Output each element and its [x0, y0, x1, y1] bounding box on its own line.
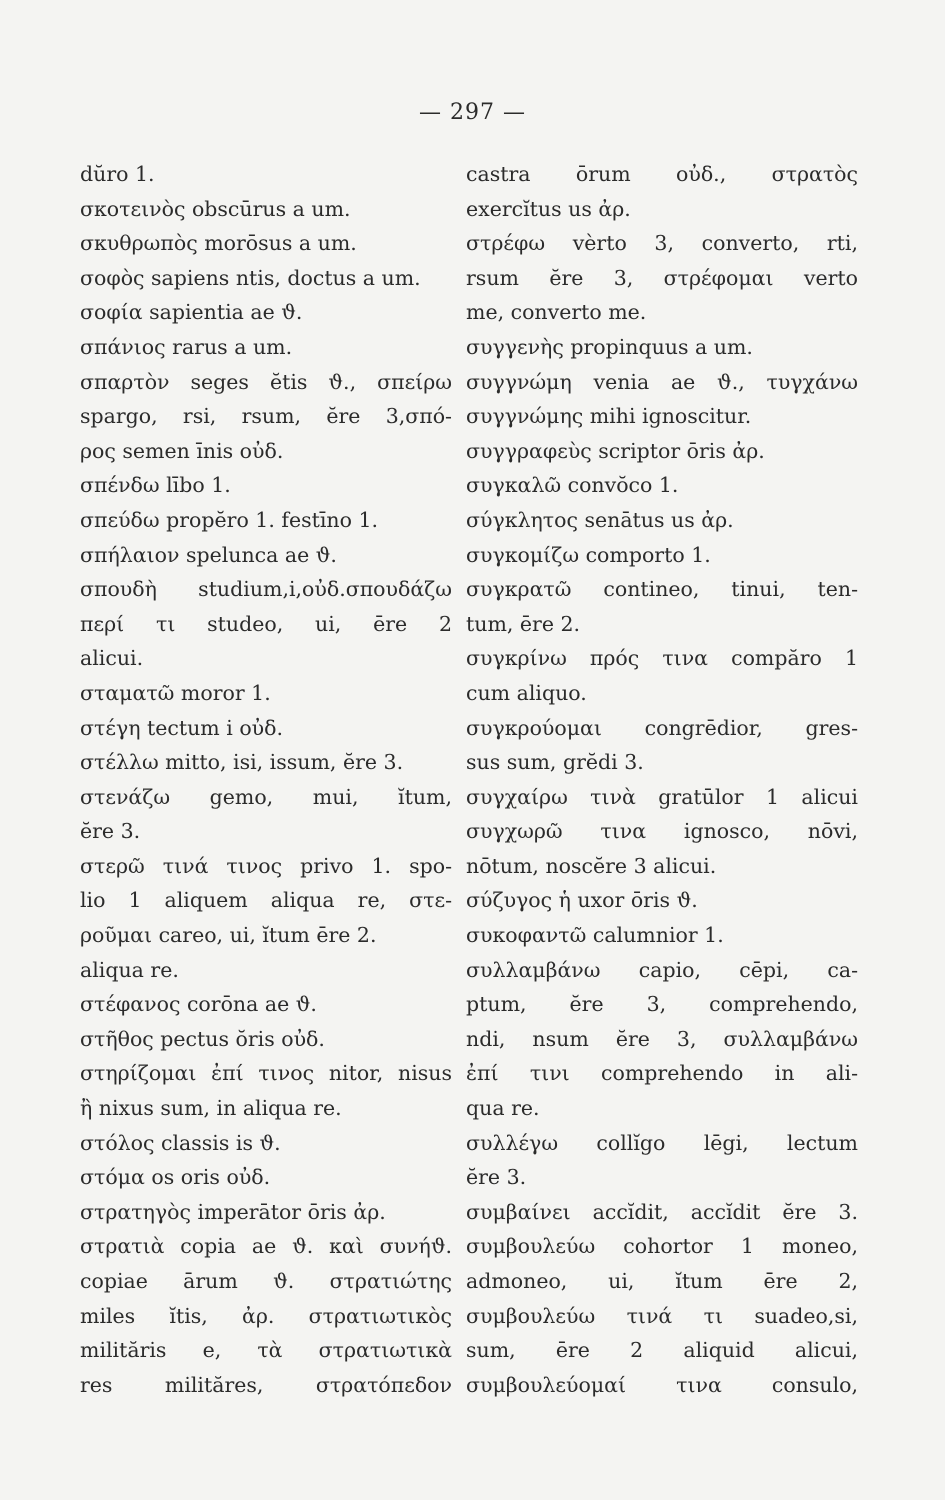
- left-column-line: σταματῶ moror 1.: [80, 680, 271, 705]
- left-column-line: milităris e, τὰ στρατιωτικὰ: [80, 1338, 452, 1363]
- right-column-line: συγκαλῶ convŏco 1.: [466, 473, 679, 498]
- left-column-line: σπήλαιον spelunca ae ϑ.: [80, 542, 337, 567]
- left-column-line: spargo, rsi, rsum, ĕre 3,σπό-: [80, 404, 452, 429]
- right-column-line: συκοφαντῶ calumnior 1.: [466, 923, 724, 948]
- left-column-line: aliqua re.: [80, 957, 179, 982]
- right-column-line: συμβουλεύομαί τινα consulo,: [466, 1372, 858, 1397]
- right-column-line: συμβαίνει accĭdit, accĭdit ĕre 3.: [466, 1199, 858, 1224]
- right-column-line: σύγκλητος senātus us ἀρ.: [466, 507, 734, 532]
- right-column-line: admoneo, ui, ĭtum ēre 2,: [466, 1269, 858, 1293]
- right-column-line: συγχαίρω τινὰ gratūlor 1 alicui: [466, 784, 858, 809]
- left-column-line: σοφία sapientia ae ϑ.: [80, 300, 303, 325]
- right-column-line: ĕre 3.: [466, 1165, 527, 1190]
- right-column-line: συλλαμβάνω capio, cēpi, ca-: [466, 957, 858, 982]
- right-column-line: tum, ēre 2.: [466, 611, 581, 636]
- left-column-line: στόμα os oris οὐδ.: [80, 1165, 271, 1190]
- right-column-line: συμβουλεύω τινά τι suadeo,si,: [466, 1303, 858, 1328]
- left-column-line: σπεύδω propĕro 1. festīno 1.: [80, 507, 379, 532]
- right-column-line: nōtum, noscĕre 3 alicui.: [466, 853, 717, 878]
- right-column: [466, 157, 858, 1402]
- right-column-line: συγγραφεὺς scriptor ōris ἀρ.: [466, 438, 765, 463]
- left-column-line: στερῶ τινά τινος privo 1. spo-: [80, 853, 452, 878]
- left-column-line: alicui.: [80, 646, 144, 671]
- right-column-line: ἐπί τινι comprehendo in ali-: [466, 1061, 858, 1086]
- right-column-line: cum aliquo.: [466, 680, 587, 705]
- left-column-line: στέγη tectum i οὐδ.: [80, 715, 283, 740]
- right-column-line: συγκομίζω comporto 1.: [466, 542, 711, 567]
- left-column-line: σκοτεινὸς obscūrus a um.: [80, 196, 351, 221]
- right-column-line: συμβουλεύω cohortor 1 moneo,: [466, 1234, 858, 1259]
- left-column-line: στηρίζομαι ἐπί τινος nitor, nisus: [80, 1061, 452, 1086]
- right-column-line: συγκρατῶ contineo, tinui, ten-: [466, 577, 858, 602]
- left-column-line: ρος semen īnis οὐδ.: [80, 438, 284, 463]
- left-column: [80, 157, 452, 1402]
- left-column-line: σπαρτὸν seges ĕtis ϑ., σπείρω: [80, 369, 452, 394]
- left-column-line: στόλος classis is ϑ.: [80, 1130, 281, 1155]
- left-column-line: στρατιὰ copia ae ϑ. καὶ συνήϑ.: [80, 1234, 452, 1259]
- left-column-line: ροῦμαι careo, ui, ĭtum ēre 2.: [80, 923, 377, 948]
- left-column-line: σοφὸς sapiens ntis, doctus a um.: [80, 265, 421, 290]
- right-column-line: συλλέγω collĭgo lēgi, lectum: [466, 1130, 858, 1155]
- left-column-line: περί τι studeo, ui, ēre 2: [80, 611, 452, 636]
- right-column-line: castra ōrum οὐδ., στρατὸς: [466, 162, 858, 186]
- right-column-line: sus sum, grĕdi 3.: [466, 750, 644, 775]
- left-column-line: στέλλω mitto, isi, issum, ĕre 3.: [80, 750, 404, 775]
- left-column-line: στῆθος pectus ŏris οὐδ.: [80, 1026, 325, 1051]
- right-column-line: rsum ĕre 3, στρέφομαι verto: [466, 265, 858, 290]
- right-column-line: exercĭtus us ἀρ.: [466, 196, 631, 221]
- right-column-line: συγκρούομαι congrēdior, gres-: [466, 715, 858, 740]
- right-column-line: συγχωρῶ τινα ignosco, nōvi,: [466, 819, 858, 844]
- right-column-line: στρέφω vèrto 3, converto, rti,: [466, 231, 858, 256]
- right-column-line: συγκρίνω πρός τινα compăro 1: [466, 646, 858, 671]
- left-column-line: dŭro 1.: [80, 162, 155, 186]
- left-column-line: σπουδὴ studium,i,οὐδ.σπουδάζω: [80, 577, 452, 602]
- right-column-line: συγγνώμη venia ae ϑ., τυγχάνω: [466, 369, 858, 394]
- page-number: — 297 —: [419, 100, 526, 125]
- left-column-line: res milităres, στρατόπεδον: [80, 1372, 452, 1397]
- left-column-line: στρατηγὸς imperātor ōris ἀρ.: [80, 1199, 386, 1224]
- left-column-line: σκυθρωπὸς morōsus a um.: [80, 231, 357, 256]
- left-column-line: lio 1 aliquem aliqua re, στε-: [80, 888, 452, 913]
- right-column-line: ndi, nsum ĕre 3, συλλαμβάνω: [466, 1026, 858, 1051]
- left-column-line: στενάζω gemo, mui, ĭtum,: [80, 784, 452, 809]
- right-column-line: συγγνώμης mihi ignoscitur.: [466, 404, 752, 429]
- left-column-line: σπάνιος rarus a um.: [80, 334, 293, 359]
- left-column-line: miles ĭtis, ἀρ. στρατιωτικὸς: [80, 1303, 452, 1328]
- left-column-line: ĕre 3.: [80, 819, 141, 844]
- left-column-line: copiae ārum ϑ. στρατιώτης: [80, 1269, 452, 1293]
- right-column-line: συγγενὴς propinquus a um.: [466, 334, 753, 359]
- right-column-line: sum, ēre 2 aliquid alicui,: [466, 1338, 858, 1363]
- left-column-line: στέφανος corōna ae ϑ.: [80, 992, 317, 1017]
- right-column-line: me, converto me.: [466, 300, 647, 325]
- right-column-line: qua re.: [466, 1096, 540, 1121]
- right-column-line: σύζυγος ἡ uxor ōris ϑ.: [466, 888, 698, 913]
- right-column-line: ptum, ĕre 3, comprehendo,: [466, 992, 858, 1017]
- left-column-line: σπένδω lībo 1.: [80, 473, 231, 498]
- left-column-line: ἢ nixus sum, in aliqua re.: [80, 1096, 342, 1121]
